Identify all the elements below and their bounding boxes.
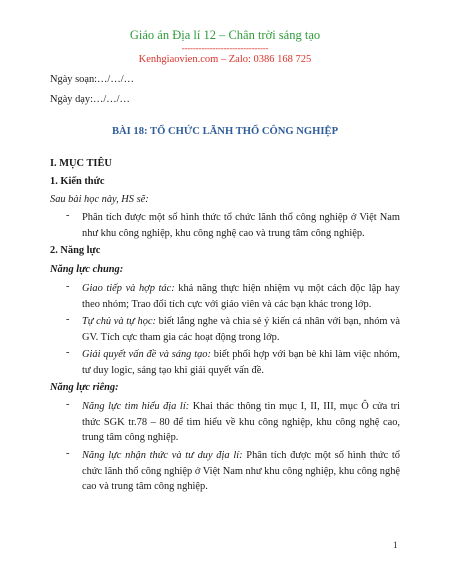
nangluc-rieng-heading: Năng lực riêng:	[50, 382, 119, 393]
list-item	[82, 281, 400, 312]
bullet-dash: -	[66, 347, 70, 358]
list-item-text: biết phối hợp với bạn bè khi làm việc nhóm, tư duy logic, sáng tạo khi giải quyết vấn đề.	[82, 349, 401, 376]
list-item-lead: Năng lực tìm hiểu địa lí:	[82, 401, 190, 412]
bullet-dash: -	[66, 210, 70, 221]
kienthuc-heading: 1. Kiến thức	[50, 176, 105, 187]
list-item-lead: Tự chủ và tự học:	[82, 316, 156, 327]
bullet-dash: -	[66, 399, 70, 410]
nangluc-heading: 2. Năng lực	[50, 245, 101, 256]
list-item-lead: Giải quyết vấn đề và sáng tạo:	[82, 349, 211, 360]
list-item-text: biết lắng nghe và chia sẻ ý kiến cá nhân với bạn, nhóm và GV. Tích cực tham gia các hoạt động trong lớp.	[82, 316, 400, 343]
list-item	[82, 448, 400, 495]
kienthuc-bullet: Phân tích được một số hình thức tổ chức lãnh thổ công nghiệp ở Việt Nam như khu công nghiệp, khu công nghệ cao và trung tâm công nghiệp.	[82, 212, 400, 239]
bullet-dash: -	[66, 448, 70, 459]
list-item	[82, 347, 400, 378]
bullet-dash: -	[66, 314, 70, 325]
list-item-lead: Năng lực nhận thức và tư duy địa lí:	[82, 450, 243, 461]
ngay-soan: Ngày soạn:…/…/…	[50, 74, 134, 85]
list-item	[82, 314, 400, 345]
section-heading: I. MỤC TIÊU	[50, 158, 112, 169]
header-site: Kenhgiaovien.com – Zalo: 0386 168 725	[138, 54, 312, 65]
bullet-dash: -	[66, 281, 70, 292]
kienthuc-intro: Sau bài học này, HS sẽ:	[50, 194, 149, 205]
header-title: Giáo án Địa lí 12 – Chân trời sáng tạo	[129, 28, 321, 42]
ngay-day: Ngày dạy:…/…/…	[50, 94, 130, 105]
list-item-lead: Giao tiếp và hợp tác:	[82, 283, 175, 294]
page-number: 1	[393, 540, 398, 550]
nangluc-chung-heading: Năng lực chung:	[50, 264, 124, 275]
list-item-text: khả năng thực hiện nhiệm vụ một cách độc lập hay theo nhóm; Trao đổi tích cực với giáo viên và các bạn khác trong lớp.	[82, 283, 401, 310]
lesson-title: BÀI 18: TỔ CHỨC LÃNH THỔ CÔNG NGHIỆP	[111, 126, 339, 137]
list-item-text: Khai thác thông tin mục I, II, III, mục Ô cửa tri thức SGK tr.78 – 80 để tìm hiểu về khu công nghiệp, khu công nghệ cao, trung tâm công nghiệp.	[82, 401, 400, 443]
list-item-text: Phân tích được một số hình thức tổ chức lãnh thổ công nghiệp ở Việt Nam như khu công nghiệp, khu công nghệ cao và trung tâm công nghiệp.	[82, 450, 400, 492]
list-item	[82, 399, 400, 446]
header-divider: -------------------------------	[181, 43, 269, 53]
